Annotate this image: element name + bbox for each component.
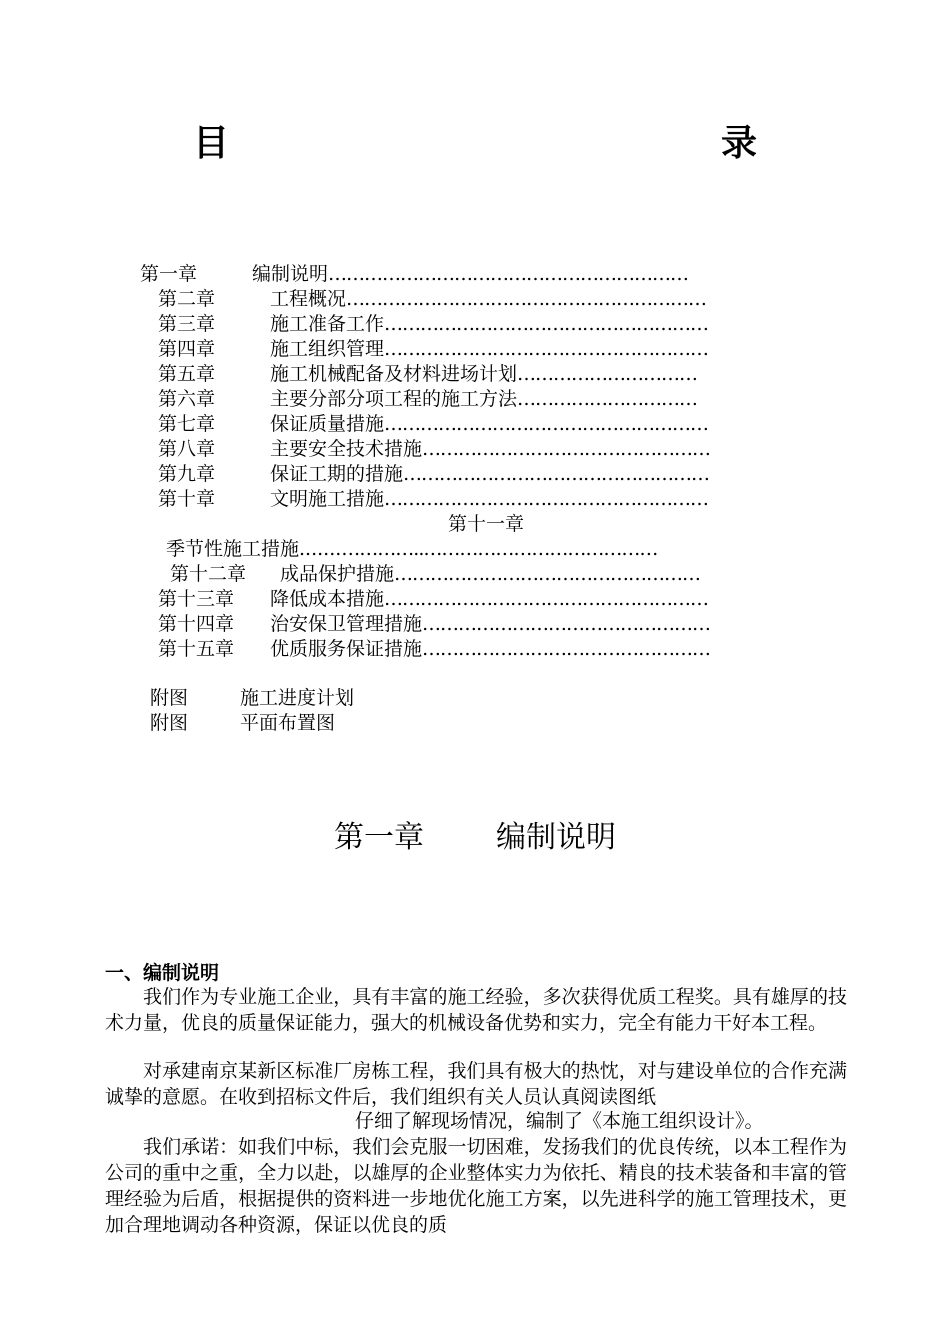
toc-chapter: 第十五章 [158, 638, 235, 660]
toc-title: 成品保护措施 [280, 563, 395, 585]
toc-chapter: 第九章 [158, 463, 216, 485]
toc-title: 施工准备工作 [270, 313, 385, 335]
toc-dots: ………………………………………… [422, 638, 711, 660]
body-paragraph: 对承建南京某新区标准厂房栋工程，我们具有极大的热忱，对与建设单位的合作充满诚挚的意愿。在收到招标文件后，我们组织有关人员认真阅读图纸 [105, 1060, 847, 1108]
toc-entry[interactable] [158, 362, 697, 386]
toc-dots: ………………………… [517, 388, 698, 410]
toc-dots: …………..………………………………… [341, 538, 658, 560]
toc-dots: ……………………………………………… [384, 588, 709, 610]
toc-chapter: 第六章 [158, 388, 216, 410]
toc-entry[interactable] [158, 337, 708, 361]
appendix-title: 平面布置图 [240, 712, 336, 734]
toc-chapter: 第十章 [158, 488, 216, 510]
toc-chapter: 第五章 [158, 363, 216, 385]
appendix-entry[interactable] [150, 686, 354, 710]
toc-title: 季节性施工措施....... [166, 538, 342, 560]
toc-dots: …………………………………………………… [328, 263, 689, 285]
toc-title: 编制说明 [252, 263, 329, 285]
toc-chapter: 第十三章 [158, 588, 235, 610]
toc-title: 文明施工措施 [270, 488, 385, 510]
toc-entry[interactable] [158, 612, 710, 636]
toc-dots: …………………………………………………… [346, 288, 707, 310]
toc-dots: ………………………… [517, 363, 698, 385]
appendix-entry[interactable] [150, 711, 335, 735]
toc-dots: ……………………………………………… [384, 413, 709, 435]
body-paragraph: 仔细了解现场情况，编制了《本施工组织设计》。 [355, 1110, 764, 1132]
toc-chapter: 第八章 [158, 438, 216, 460]
toc-dots: ……………………………………………… [384, 488, 709, 510]
toc-title: 降低成本措施 [270, 588, 385, 610]
chapter-number: 第一章 [334, 820, 424, 855]
toc-title: 治安保卫管理措施 [270, 613, 423, 635]
toc-dots: ………………………………………… [422, 438, 711, 460]
toc-title: 保证工期的措施 [270, 463, 404, 485]
toc-title: 施工组织管理 [270, 338, 385, 360]
toc-entry[interactable] [158, 462, 709, 486]
toc-chapter: 第七章 [158, 413, 216, 435]
toc-chapter: 第十二章 [170, 563, 247, 585]
section-heading: 一、编制说明 [105, 962, 220, 984]
toc-dots: …………………………………………… [394, 563, 701, 585]
body-paragraph: 我们承诺：如我们中标，我们会克服一切困难，发扬我们的优良传统，以本工程作为公司的重中之重，全力以赴，以雄厚的企业整体实力为依托、精良的技术装备和丰富的管理经验为后盾，根据提供的资料进一步地优化施工方案，以先进科学的施工管理技术，更加合理地调动各种资源，保证以优良的质 [105, 1136, 847, 1236]
toc-entry[interactable] [158, 437, 710, 461]
toc-entry[interactable] [158, 412, 708, 436]
appendix-label: 附图 [150, 687, 189, 709]
toc-title: 优质服务保证措施 [270, 638, 423, 660]
toc-entry[interactable] [140, 262, 688, 286]
toc-chapter: 第一章 [140, 263, 198, 285]
toc-entry[interactable] [158, 487, 708, 511]
toc-dots: …………………………………………… [403, 463, 710, 485]
toc-title: 工程概况 [270, 288, 347, 310]
toc-entry[interactable] [158, 587, 708, 611]
toc-chapter: 第四章 [158, 338, 216, 360]
toc-title: 主要安全技术措施 [270, 438, 423, 460]
page-title: 目 录 [192, 122, 897, 164]
toc-chapter: 第二章 [158, 288, 216, 310]
toc-dots: ……………………………………………… [384, 313, 709, 335]
toc-chapter: 第十四章 [158, 613, 235, 635]
toc-entry[interactable] [158, 637, 710, 661]
toc-title: 施工机械配备及材料进场计划 [270, 363, 518, 385]
toc-dots: ……………………………………………… [384, 338, 709, 360]
chapter-title: 编制说明 [496, 820, 616, 855]
body-paragraph: 我们作为专业施工企业，具有丰富的施工经验，多次获得优质工程奖。具有雄厚的技术力量，优良的质量保证能力，强大的机械设备优势和实力，完全有能力干好本工程。 [105, 986, 847, 1034]
appendix-title: 施工进度计划 [240, 687, 355, 709]
toc-entry[interactable] [158, 312, 708, 336]
toc-entry[interactable] [158, 387, 697, 411]
toc-entry[interactable] [170, 562, 700, 586]
chapter-heading [0, 812, 950, 856]
toc-chapter-11-label: 第十一章 [448, 513, 525, 535]
toc-title: 保证质量措施 [270, 413, 385, 435]
appendix-label: 附图 [150, 712, 189, 734]
toc-entry[interactable] [166, 537, 657, 561]
toc-title: 主要分部分项工程的施工方法 [270, 388, 518, 410]
toc-chapter: 第三章 [158, 313, 216, 335]
toc-dots: ………………………………………… [422, 613, 711, 635]
toc-entry[interactable] [158, 287, 706, 311]
